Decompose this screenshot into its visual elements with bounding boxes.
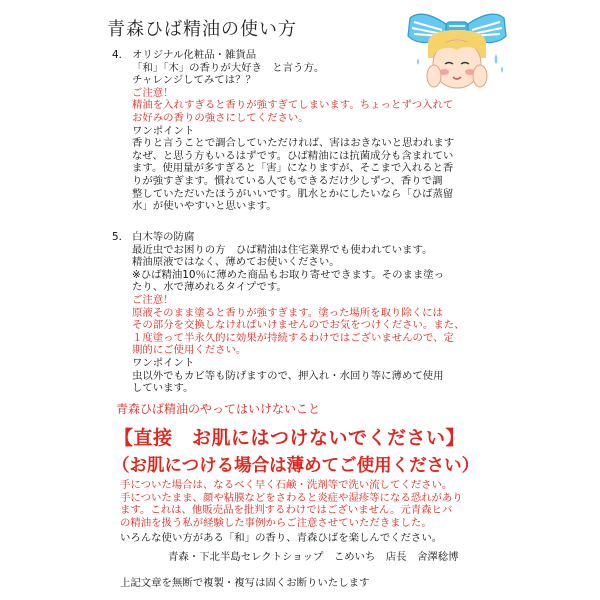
text-line: 精油原液ではなく、薄めてお使いください。 [132, 256, 340, 269]
text-line: 香りと言うことで調合していただければ、害はおきないと思われます [132, 137, 455, 150]
warning-line: の精油を扱う私が経験した事例からご注意させていただきました。 [120, 516, 432, 529]
text-line: ワンポイント [132, 356, 195, 369]
text-line: ご注意！ [132, 293, 174, 306]
text-line: その部分を交換しなければいけませんのでお気をつけください。また、 [132, 319, 465, 332]
text-line: ※ひば精油10％に薄めた商品もお取り寄せできます。そのまま塗っ [132, 268, 445, 281]
warning-line: 手についたまま、顔や粘膜などをさわると炎症や湿疹等になる恐れがあり [120, 491, 463, 504]
text-line: 「和」「木」の香りが大好き と言う方。 [132, 61, 325, 74]
text-line: 期的にご使用ください。 [132, 344, 247, 357]
text-line: たり、水で薄めれるタイプです。 [132, 281, 287, 294]
text-line: 原液そのまま塗ると香りが強すぎます。塗った場所を取り除くには [132, 306, 443, 319]
text-line: りが強すぎます。慣れている人でもできるだけ少しずつ、香りで調 [132, 174, 443, 187]
dilute-warning: （お肌につける場合は薄めてご使用ください） [112, 456, 480, 476]
warning-line: 手についた場合は、なるべく早く石鹸・洗剤等で洗い流してください。 [120, 479, 453, 491]
shop-signature: 青森・下北半島セレクトショップ こめいち 店長 舍澤稔博 [168, 551, 459, 563]
text-line: しています。 [132, 382, 194, 395]
text-line: １度塗って半永久的に効果が持続するわけではございませんので、定 [132, 331, 454, 344]
section-number: 5. [112, 231, 122, 243]
text-line: なぜ、と思う方もいるはずです。ひば精油には抗菌成分も含まれてい [132, 149, 454, 162]
copyright-notice: 上記文章を無断で複製・複写は固くお断りいたします [120, 577, 370, 589]
warning-line: ます。これは、他販売品を批判するわけではございません。元青森ヒバ [120, 504, 453, 517]
text-line: チャレンジしてみては？？ [132, 74, 256, 87]
text-line: ワンポイント [132, 124, 195, 137]
text-line: 水」が使いやすいと思います。 [132, 200, 277, 213]
text-line: お好みの香りの強さにしてください。 [132, 111, 309, 124]
section-5-body [132, 231, 465, 395]
section-5 [112, 231, 465, 395]
text-line: 白木等の防腐 [132, 231, 195, 243]
text-line: 最近虫でお困りの方 ひば精油は住宅業界でも使われています。 [132, 243, 433, 256]
warning-heading: 青森ひば精油のやってはいけないこと [116, 402, 321, 416]
text-line: 精油を入れすぎると香りが強すぎてしまいます。ちょっとずつ入れて [132, 99, 454, 112]
text-line: オリジナル化粧品・雑貨品 [132, 49, 257, 61]
enjoy-line: いろんな使い方がある「和」の香り、青森ひばを楽しんでください。 [120, 532, 443, 545]
text-line: ご注意！ [132, 86, 174, 99]
text-line: ます。使用量が多すぎると「害」になりますが、そこまで入れると香 [132, 162, 454, 175]
section-number: 4. [112, 49, 122, 61]
warning-block [108, 400, 508, 544]
warning-details [120, 479, 508, 529]
text-line: 虫以外でもカビ等も防げますので、押入れ・水回り等に薄めて使用 [132, 369, 444, 382]
direct-skin-warning: 【直接 お肌にはつけないでください】 [114, 427, 466, 449]
section-4 [112, 49, 454, 213]
page-title: 青森ひば精油の使い方 [107, 19, 297, 40]
section-4-body [132, 49, 454, 213]
text-line: 整していただいたほうがいいです。肌水とかにしたいなら「ひば蒸留 [132, 187, 454, 200]
